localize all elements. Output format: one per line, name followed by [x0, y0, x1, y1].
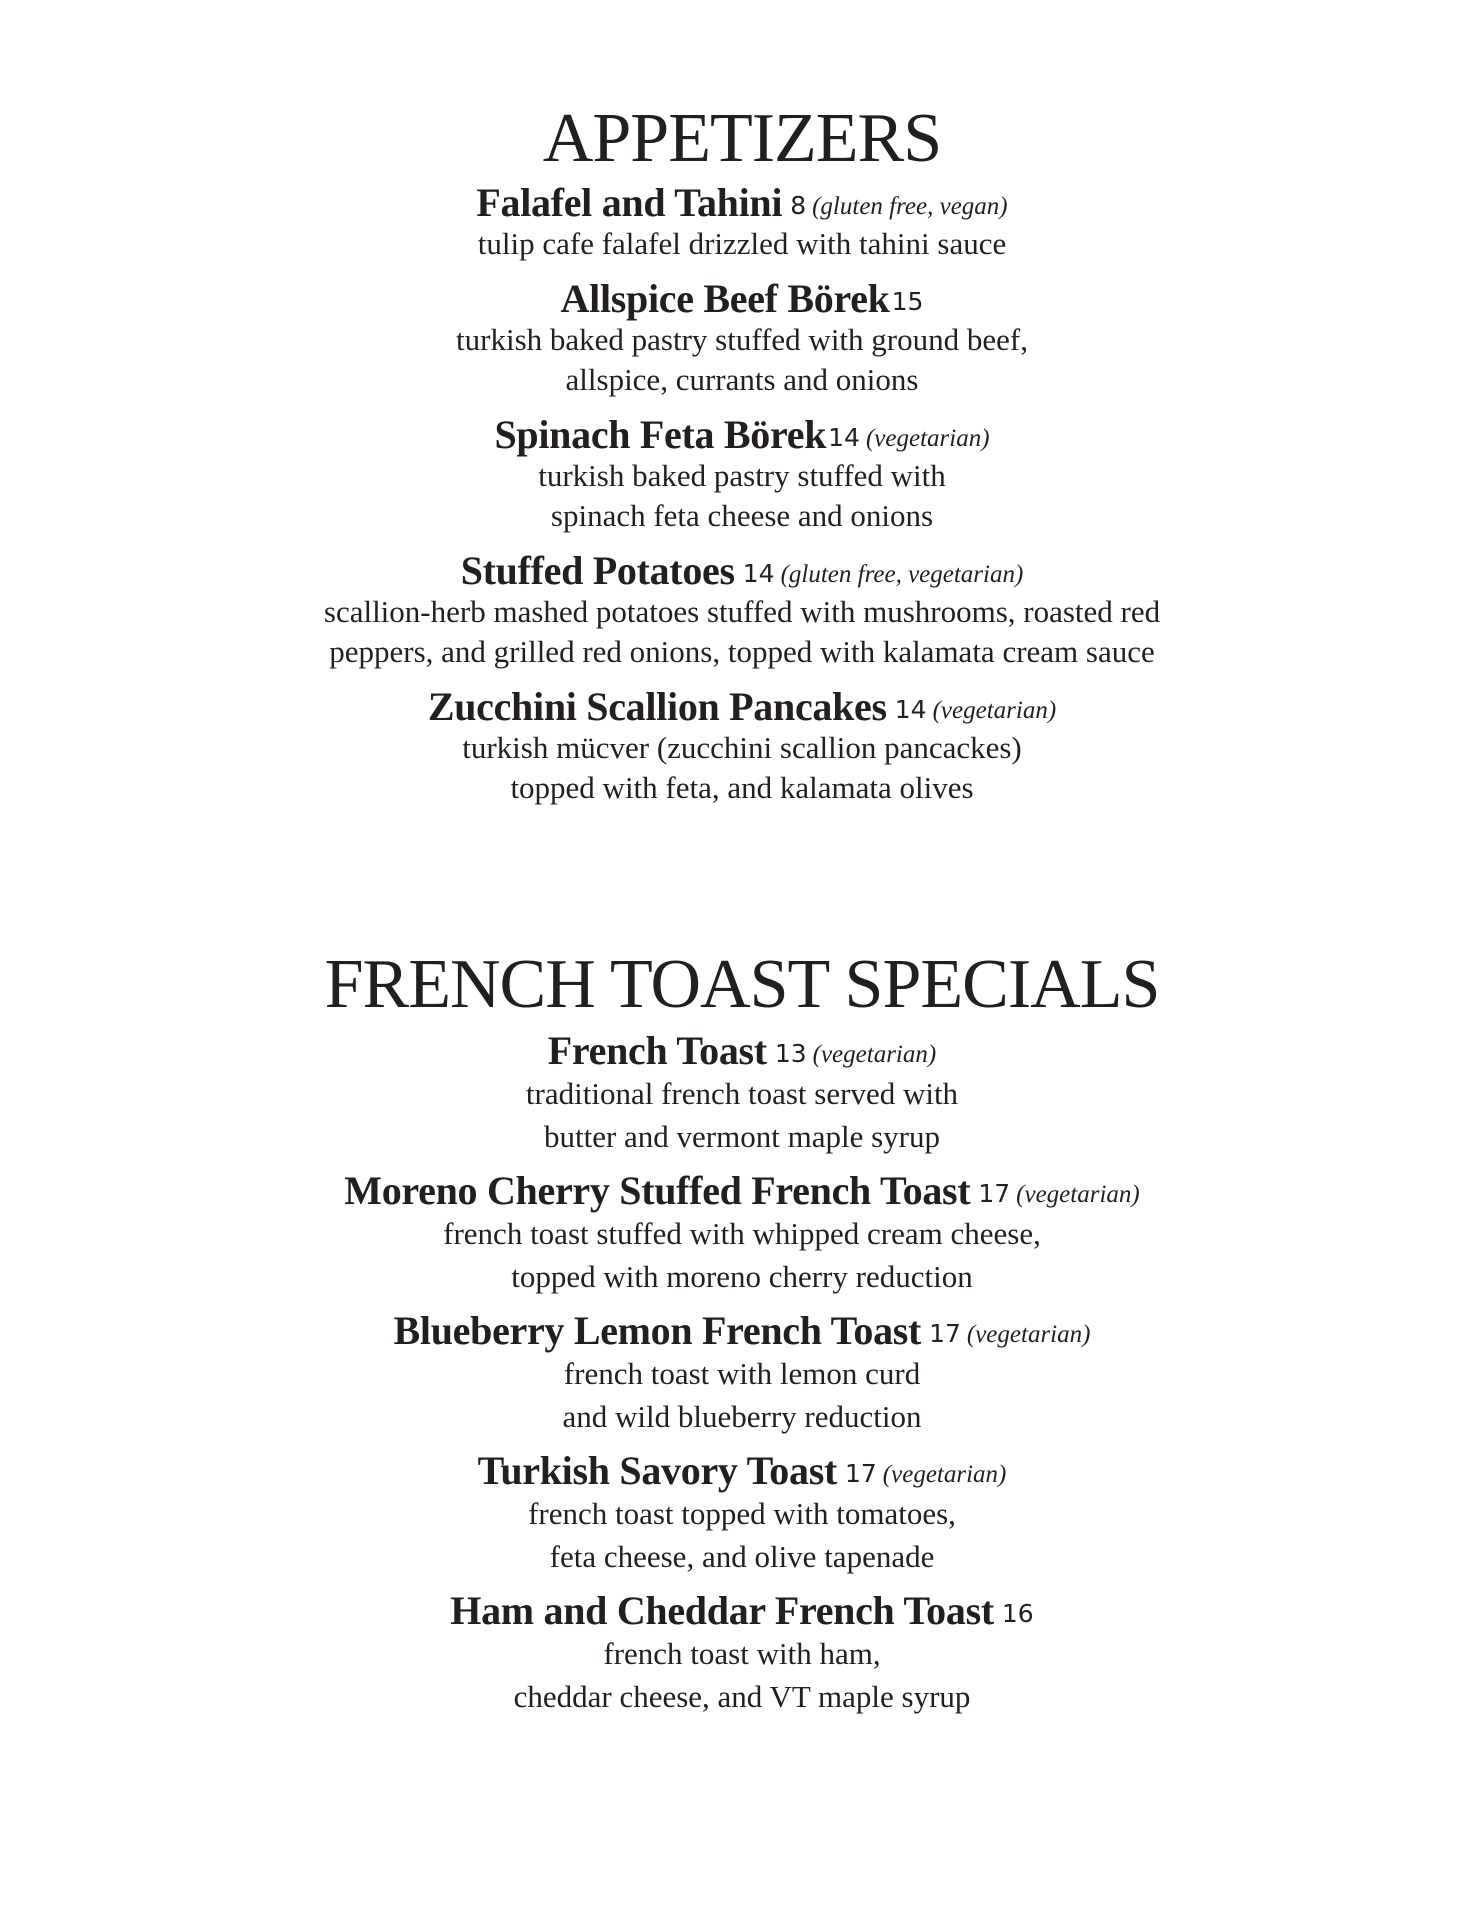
- menu-item-zucchini-pancakes: [0, 686, 1484, 808]
- item-tags: (vegetarian): [1016, 1181, 1140, 1208]
- menu-item-moreno-cherry: [0, 1170, 1484, 1298]
- item-description: tulip cafe falafel drizzled with tahini sauce: [477, 226, 1007, 261]
- item-description: feta cheese, and olive tapenade: [549, 1539, 935, 1574]
- item-description: french toast with ham,: [603, 1636, 881, 1671]
- item-name: Moreno Cherry Stuffed French Toast: [344, 1168, 971, 1213]
- item-title-line: [0, 1590, 1484, 1632]
- item-tags: (vegetarian): [812, 1041, 937, 1068]
- item-description: scallion-herb mashed potatoes stuffed with mushrooms, roasted red: [323, 594, 1161, 629]
- menu-item-falafel: [0, 182, 1484, 264]
- item-price: 17: [844, 1459, 877, 1488]
- item-price: 17: [929, 1319, 961, 1348]
- item-description: turkish baked pastry stuffed with ground beef,: [456, 322, 1028, 357]
- item-description: cheddar cheese, and VT maple syrup: [513, 1679, 971, 1714]
- item-price: 16: [1001, 1599, 1034, 1628]
- item-name: French Toast: [547, 1028, 767, 1073]
- item-price: 17: [978, 1179, 1011, 1208]
- item-description: topped with moreno cherry reduction: [511, 1259, 973, 1294]
- menu-item-blueberry-lemon: [0, 1310, 1484, 1438]
- appetizers-section: [0, 100, 1484, 822]
- item-description: and wild blueberry reduction: [562, 1399, 922, 1434]
- item-description: topped with feta, and kalamata olives: [510, 770, 974, 805]
- item-description: traditional french toast served with: [525, 1076, 959, 1111]
- item-name: Spinach Feta Börek: [494, 412, 827, 457]
- item-name: Zucchini Scallion Pancakes: [427, 684, 887, 729]
- item-title-line: [0, 1170, 1484, 1212]
- item-name: Falafel and Tahini: [476, 180, 783, 225]
- item-description: peppers, and grilled red onions, topped with kalamata cream sauce: [329, 634, 1155, 669]
- item-description: spinach feta cheese and onions: [550, 498, 934, 533]
- item-price: 15: [891, 287, 924, 316]
- item-name: Ham and Cheddar French Toast: [450, 1588, 994, 1633]
- item-tags: (vegetarian): [932, 697, 1057, 724]
- item-title-line: [0, 182, 1484, 224]
- item-name: Allspice Beef Börek: [560, 276, 890, 321]
- item-price: 8: [790, 191, 807, 220]
- item-tags: (vegetarian): [882, 1461, 1007, 1488]
- item-description: turkish baked pastry stuffed with: [538, 458, 946, 493]
- french-toast-section: [0, 946, 1484, 1730]
- french-toast-heading: FRENCH TOAST SPECIALS: [324, 946, 1160, 1023]
- item-title-line: [0, 1030, 1484, 1072]
- menu-item-beef-borek: [0, 278, 1484, 400]
- item-price: 13: [774, 1039, 807, 1068]
- item-title-line: [0, 414, 1484, 456]
- item-title-line: [0, 1310, 1484, 1352]
- menu-item-stuffed-potatoes: [0, 550, 1484, 672]
- item-title-line: [0, 1450, 1484, 1492]
- menu-item-spinach-borek: [0, 414, 1484, 536]
- item-tags: (gluten free, vegan): [812, 193, 1008, 220]
- item-tags: (vegetarian): [966, 1321, 1091, 1348]
- menu-item-turkish-savory: [0, 1450, 1484, 1578]
- item-tags: (gluten free, vegetarian): [780, 561, 1024, 588]
- item-name: Stuffed Potatoes: [460, 548, 735, 593]
- item-description: butter and vermont maple syrup: [543, 1119, 940, 1154]
- item-description: french toast stuffed with whipped cream cheese,: [443, 1216, 1041, 1251]
- item-description: allspice, currants and onions: [565, 362, 919, 397]
- item-price: 14: [894, 695, 927, 724]
- item-name: Blueberry Lemon French Toast: [393, 1308, 922, 1353]
- item-name: Turkish Savory Toast: [477, 1448, 837, 1493]
- item-description: french toast with lemon curd: [563, 1356, 921, 1391]
- appetizers-heading: APPETIZERS: [542, 100, 942, 177]
- item-description: turkish mücver (zucchini scallion pancackes): [462, 730, 1022, 765]
- item-tags: (vegetarian): [865, 425, 990, 452]
- item-title-line: [0, 278, 1484, 320]
- item-description: french toast topped with tomatoes,: [528, 1496, 956, 1531]
- menu-item-french-toast: [0, 1030, 1484, 1158]
- menu-item-ham-cheddar: [0, 1590, 1484, 1718]
- item-title-line: [0, 550, 1484, 592]
- item-title-line: [0, 686, 1484, 728]
- item-price: 14: [828, 423, 860, 452]
- item-price: 14: [742, 559, 775, 588]
